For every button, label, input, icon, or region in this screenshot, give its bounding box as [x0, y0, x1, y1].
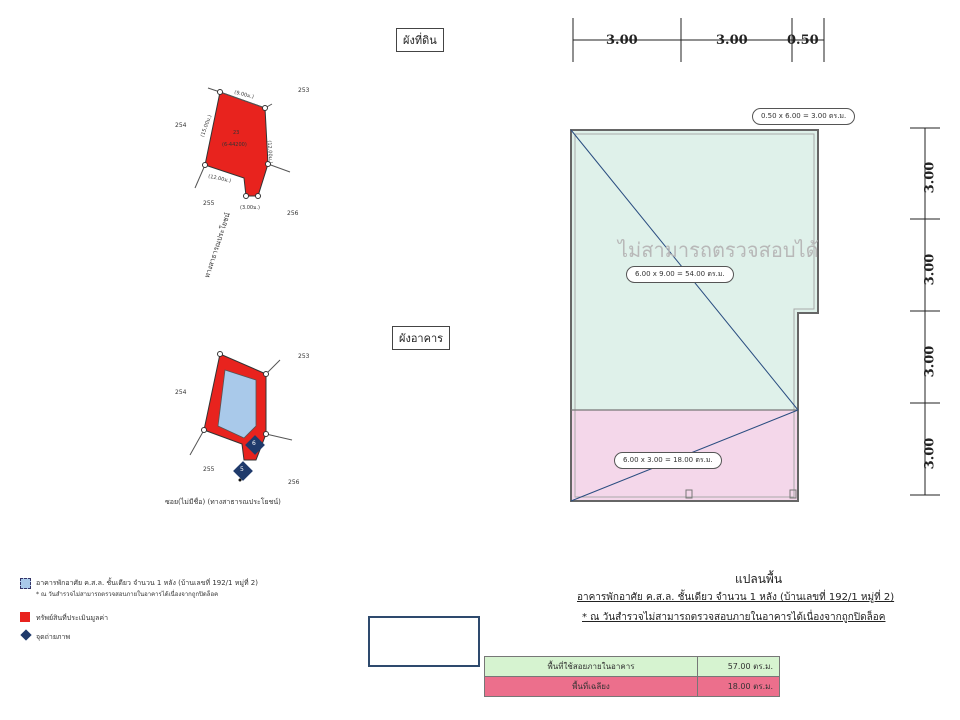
area-label: พื้นที่ใช้สอยภายในอาคาร — [485, 657, 698, 677]
photo-point — [239, 479, 242, 482]
neighbor-label: 254 — [175, 122, 187, 129]
land-plan-title: ผังที่ดิน — [396, 28, 444, 52]
area-label: พื้นที่เฉลียง — [485, 677, 698, 697]
boundary-point — [244, 194, 249, 199]
land-plan-map — [0, 0, 470, 320]
building-plan-title: ผังอาคาร — [392, 326, 450, 350]
boundary-point — [256, 194, 261, 199]
boundary-point — [202, 428, 207, 433]
side-dimension-label: 3.00 — [922, 253, 938, 286]
boundary-point — [218, 90, 223, 95]
floor-plan — [540, 0, 960, 560]
boundary-line — [268, 164, 290, 172]
area-value: 57.00 ตร.ม. — [698, 657, 780, 677]
area-summary-table — [484, 656, 780, 697]
boundary-point — [264, 432, 269, 437]
side-dimension-label: 3.00 — [922, 345, 938, 378]
boundary-point — [264, 372, 269, 377]
dimension-label: (12.00ม.) — [207, 173, 232, 185]
dimension-label: (9.00ม.) — [233, 89, 255, 101]
photo-marker-number: 6 — [252, 440, 256, 447]
boundary-point — [263, 106, 268, 111]
neighbor-label: 256 — [288, 479, 300, 486]
inspection-note: * ณ วันสำรวจไม่สามารถตรวจสอบภายในอาคารได้เนื่องจากถูกปิดล็อค — [582, 612, 886, 623]
neighbor-label: 255 — [203, 466, 215, 473]
neighbor-label: 256 — [287, 210, 299, 217]
parcel-number: 23 — [233, 130, 240, 136]
legend-photo-label: จุดถ่ายภาพ — [36, 633, 71, 641]
parcel-area: (6-44200) — [222, 142, 247, 148]
porch-area-label: 6.00 x 3.00 = 18.00 ตร.ม. — [614, 452, 722, 469]
road-label: ทางสาธารณประโยชน์ — [203, 211, 232, 279]
side-dimension-label: 3.00 — [922, 161, 938, 194]
dimension-label: (15.00ม.) — [199, 114, 214, 138]
neighbor-label: 254 — [175, 389, 187, 396]
building-description: อาคารพักอาศัย ค.ส.ล. ชั้นเดียว จำนวน 1 หลัง (บ้านเลขที่ 192/1 หมู่ที่ 2) — [577, 592, 895, 603]
empty-frame — [368, 616, 480, 667]
table-row — [485, 657, 780, 677]
legend-swatch — [20, 578, 31, 589]
legend — [18, 576, 338, 646]
top-dimension-label: 3.00 — [606, 33, 638, 48]
main-area-label: 6.00 x 9.00 = 54.00 ตร.ม. — [626, 266, 734, 283]
dimension-label: (12.00ม.) — [265, 140, 274, 164]
top-dimension-label: 3.00 — [716, 33, 748, 48]
legend-photo-icon — [20, 629, 31, 640]
boundary-line — [190, 430, 204, 455]
boundary-line — [195, 165, 205, 188]
legend-note: * ณ วันสำรวจไม่สามารถตรวจสอบภายในอาคารได้เนื่องจากถูกปิดล็อค — [36, 591, 219, 598]
legend-building-label: อาคารพักอาศัย ค.ส.ล. ชั้นเดียว จำนวน 1 หลัง (บ้านเลขที่ 192/1 หมู่ที่ 2) — [36, 579, 258, 587]
boundary-point — [203, 163, 208, 168]
floor-plan-title: แปลนพื้น — [735, 572, 783, 586]
legend-asset-label: ทรัพย์สินที่ประเมินมูลค่า — [36, 614, 109, 622]
neighbor-label: 253 — [298, 353, 310, 360]
building-footprint — [218, 370, 256, 438]
table-row — [485, 677, 780, 697]
neighbor-label: 255 — [203, 200, 215, 207]
road-label: ซอย(ไม่มีชื่อ) (ทางสาธารณประโยชน์) — [165, 498, 281, 506]
area-value: 18.00 ตร.ม. — [698, 677, 780, 697]
side-dimension-label: 3.00 — [922, 437, 938, 470]
dimension-label: (3.00ม.) — [240, 205, 260, 211]
building-plan-map — [0, 330, 470, 500]
photo-marker-number: 5 — [240, 466, 244, 473]
top-dimension-label: 0.50 — [787, 33, 819, 48]
legend-swatch — [20, 612, 30, 622]
ledge-area-label: 0.50 x 6.00 = 3.00 ตร.ม. — [752, 108, 855, 125]
neighbor-label: 253 — [298, 87, 310, 94]
boundary-point — [218, 352, 223, 357]
watermark-text: ไม่สามารถตรวจสอบได้ — [618, 238, 819, 262]
boundary-line — [266, 434, 292, 440]
